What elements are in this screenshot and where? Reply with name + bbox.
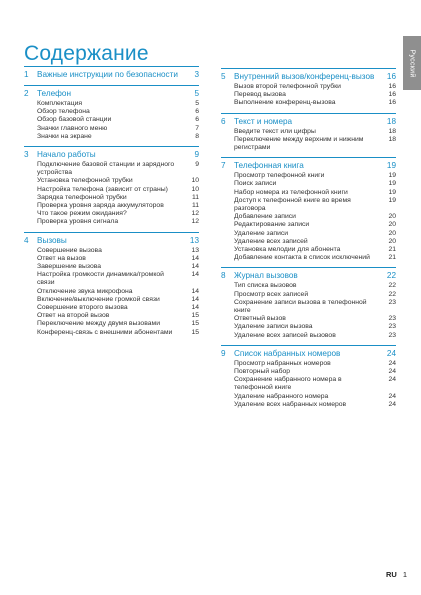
toc-section-title: Журнал вызовов	[234, 271, 298, 281]
toc-section	[24, 85, 199, 141]
toc-entry-page: 23	[388, 323, 396, 331]
toc-section-number: 1	[24, 70, 29, 79]
toc-entry-title: Введите текст или цифры	[234, 127, 316, 135]
toc-entry-title: Ответный вызов	[234, 315, 286, 323]
toc-section	[24, 232, 199, 337]
toc-section-heading[interactable]	[221, 117, 396, 127]
toc-entry-title: Проверка уровня заряда аккумуляторов	[37, 202, 164, 210]
toc-section	[221, 113, 396, 153]
toc-entry[interactable]	[24, 247, 199, 255]
toc-section-heading[interactable]	[24, 236, 199, 246]
toc-section-title: Внутренний вызов/конференц-вызов	[234, 72, 375, 81]
toc-entry-page: 20	[388, 213, 396, 221]
toc-entry-page: 14	[191, 271, 199, 279]
toc-section-page: 24	[386, 348, 396, 358]
toc-section-title: Текст и номера	[234, 116, 293, 126]
footer-language-code: RU	[385, 570, 397, 579]
toc-entry-page: 24	[388, 368, 396, 376]
toc-entry-page: 19	[388, 188, 396, 196]
toc-entry-title: Удаление записи	[234, 229, 289, 237]
toc-entry-title: Что такое режим ожидания?	[37, 210, 127, 218]
toc-entry-page: 11	[191, 202, 199, 210]
toc-section-page: 16	[386, 72, 396, 81]
toc-section-heading[interactable]	[24, 70, 199, 80]
toc-entry-title: Установка мелодии для абонента	[234, 246, 341, 254]
toc-entry[interactable]	[221, 291, 396, 299]
toc-section-heading[interactable]	[221, 72, 396, 82]
toc-entry-page: 21	[388, 254, 396, 262]
toc-entry-page: 19	[388, 172, 396, 180]
toc-entry-title: Поиск записи	[234, 180, 277, 188]
toc-entry[interactable]	[221, 282, 396, 290]
toc-entry-page: 16	[388, 83, 396, 90]
toc-section-page: 19	[386, 161, 396, 171]
toc-entry-page: 14	[191, 295, 199, 303]
toc-entry-page: 18	[388, 135, 396, 143]
toc-entry[interactable]	[221, 360, 396, 368]
toc-entry-title: Удаление всех записей вызовов	[234, 331, 336, 339]
toc-entry[interactable]	[221, 315, 396, 323]
toc-entry[interactable]	[24, 116, 199, 124]
toc-entry-page: 24	[388, 359, 396, 367]
toc-section-title: Телефон	[37, 89, 71, 98]
toc-entry[interactable]	[221, 230, 396, 238]
toc-section-title: Вызовы	[37, 235, 67, 245]
toc-entry-page: 16	[388, 91, 396, 99]
toc-entry-title: Настройка телефона (зависит от страны)	[37, 185, 168, 193]
toc-entry-page: 14	[191, 263, 199, 271]
toc-entry-title: Просмотр телефонной книги	[234, 172, 325, 180]
toc-entry[interactable]	[24, 125, 199, 133]
toc-entry-page: 24	[388, 400, 396, 408]
toc-entry[interactable]	[24, 194, 199, 202]
toc-entry-page: 19	[388, 180, 396, 188]
toc-entry-page: 20	[388, 221, 396, 229]
toc-section-page: 5	[194, 89, 199, 98]
toc-entry-page: 19	[388, 196, 396, 204]
toc-entry-title: Значки на экране	[37, 132, 92, 140]
toc-entry-title: Включение/выключение громкой связи	[37, 295, 160, 303]
toc-entry[interactable]	[24, 255, 199, 263]
toc-entry-title: Выполнение конференц-вызова	[234, 99, 336, 107]
toc-section	[221, 267, 396, 339]
language-side-tab-label: Русский	[408, 48, 416, 78]
toc-entry-title: Совершение второго вызова	[37, 304, 128, 312]
toc-entry-page: 7	[195, 124, 199, 132]
toc-entry[interactable]	[221, 376, 396, 392]
toc-entry-title: Переключение между двумя вызовами	[37, 320, 160, 328]
toc-section	[221, 345, 396, 409]
toc-section-number: 3	[24, 150, 29, 160]
toc-section	[24, 146, 199, 227]
toc-section-title: Начало работы	[37, 150, 96, 160]
toc-entry-title: Обзор базовой станции	[37, 116, 112, 124]
toc-entry[interactable]	[24, 202, 199, 210]
toc-entry-title: Установка телефонной трубки	[37, 177, 133, 185]
toc-entry-page: 24	[388, 376, 396, 384]
toc-entry[interactable]	[24, 296, 199, 304]
toc-entry-title: Сохранение записи вызова в телефонной книге	[234, 298, 367, 315]
toc-entry[interactable]	[24, 271, 199, 287]
toc-section-page: 18	[386, 116, 396, 126]
toc-section	[24, 66, 199, 80]
toc-entry-page: 14	[191, 254, 199, 262]
toc-entry[interactable]	[24, 312, 199, 320]
toc-entry-page: 14	[191, 287, 199, 295]
toc-entry[interactable]	[24, 161, 199, 177]
toc-section-heading[interactable]	[24, 89, 199, 99]
toc-section-heading[interactable]	[221, 349, 396, 359]
toc-entry[interactable]	[221, 213, 396, 221]
toc-entry[interactable]	[221, 136, 396, 152]
toc-entry-page: 14	[191, 304, 199, 312]
toc-entry-title: Удаление всех набранных номеров	[234, 400, 347, 408]
toc-entry-page: 9	[195, 161, 199, 169]
toc-entry-title: Конференц-связь с внешними абонентами	[37, 328, 173, 336]
toc-entry-title: Комплектация	[37, 100, 83, 107]
toc-entry[interactable]	[221, 180, 396, 188]
toc-entry[interactable]	[221, 393, 396, 401]
toc-entry[interactable]	[221, 332, 396, 340]
toc-entry-title: Настройка громкости динамика/громкой связи	[37, 271, 164, 287]
page-title: Содержание	[24, 42, 149, 66]
toc-section-heading[interactable]	[24, 150, 199, 160]
toc-entry[interactable]	[221, 83, 396, 91]
toc-entry-page: 22	[388, 290, 396, 298]
toc-entry-page: 11	[191, 193, 199, 201]
footer-page-number: 1	[402, 570, 407, 579]
toc-entry-title: Повторный набор	[234, 368, 291, 376]
toc-entry-page: 20	[388, 237, 396, 245]
toc-entry-title: Совершение вызова	[37, 246, 102, 254]
toc-entry[interactable]	[24, 177, 199, 185]
toc-entry[interactable]	[24, 210, 199, 218]
toc-section-number: 6	[221, 116, 226, 126]
toc-section-page: 13	[189, 235, 199, 245]
toc-entry-title: Завершение вызова	[37, 263, 102, 271]
toc-entry-page: 15	[191, 312, 199, 320]
toc-section-title: Важные инструкции по безопасности	[37, 70, 178, 79]
toc-section-page: 22	[386, 271, 396, 281]
toc-entry[interactable]	[221, 128, 396, 136]
toc-entry[interactable]	[221, 254, 396, 262]
toc-section-number: 7	[221, 161, 226, 171]
toc-entry-title: Отключение звука микрофона	[37, 287, 133, 295]
toc-entry-title: Вызов второй телефонной трубки	[234, 83, 341, 90]
toc-entry-title: Просмотр набранных номеров	[234, 359, 331, 367]
toc-entry-page: 6	[195, 116, 199, 124]
toc-entry-page: 24	[388, 392, 396, 400]
toc-entry-title: Перевод вызова	[234, 91, 286, 99]
page-footer	[386, 570, 407, 579]
toc-section-number: 9	[221, 348, 226, 358]
toc-entry[interactable]	[24, 133, 199, 141]
toc-section-number: 8	[221, 271, 226, 281]
toc-entry-title: Доступ к телефонной книге во время разговора	[234, 196, 351, 213]
toc-entry-title: Переключение между верхним и нижним регистрами	[234, 135, 364, 152]
toc-entry[interactable]	[221, 91, 396, 99]
toc-entry-title: Удаление всех записей	[234, 237, 308, 245]
toc-entry-page: 12	[191, 218, 199, 226]
toc-entry-title: Проверка уровня сигнала	[37, 218, 119, 226]
toc-section	[221, 157, 396, 262]
toc-entry-page: 22	[388, 282, 396, 290]
language-side-tab	[403, 36, 421, 90]
toc-entry-page: 21	[388, 246, 396, 254]
toc-entry-page: 23	[388, 298, 396, 306]
toc-section-title: Список набранных номеров	[234, 348, 341, 358]
toc-entry-title: Обзор телефона	[37, 108, 90, 116]
toc-entry-title: Зарядка телефонной трубки	[37, 193, 127, 201]
toc-section-title: Телефонная книга	[234, 161, 304, 171]
toc-section-heading[interactable]	[221, 271, 396, 281]
toc-entry-page: 23	[388, 315, 396, 323]
toc-entry-title: Подключение базовой станции и зарядного устройства	[37, 161, 175, 177]
toc-entry[interactable]	[221, 238, 396, 246]
toc-entry-page: 16	[388, 99, 396, 107]
toc-entry-page: 18	[388, 127, 396, 135]
toc-entry-title: Ответ на вызов	[37, 254, 86, 262]
toc-entry-title: Удаление набранного номера	[234, 392, 329, 400]
toc-right-column	[221, 68, 396, 414]
toc-entry-title: Тип списка вызовов	[234, 282, 297, 290]
toc-entry-title: Удаление записи вызова	[234, 323, 313, 331]
toc-entry[interactable]	[221, 221, 396, 229]
toc-entry-page: 20	[388, 229, 396, 237]
toc-entry-title: Добавление записи	[234, 213, 296, 221]
toc-entry[interactable]	[221, 323, 396, 331]
toc-entry-page: 10	[191, 177, 199, 185]
toc-entry-page: 10	[191, 185, 199, 193]
toc-entry-page: 23	[388, 331, 396, 339]
toc-section-page: 3	[194, 70, 199, 79]
toc-section-heading[interactable]	[221, 161, 396, 171]
toc-entry-title: Редактирование записи	[234, 221, 310, 229]
toc-entry-page: 13	[191, 246, 199, 254]
toc-entry[interactable]	[221, 299, 396, 315]
toc-entry-page: 8	[195, 132, 199, 140]
toc-entry-title: Набор номера из телефонной книги	[234, 188, 348, 196]
toc-entry[interactable]	[221, 189, 396, 197]
toc-left-column	[24, 66, 199, 342]
toc-entry-page: 5	[195, 100, 199, 107]
toc-entry[interactable]	[24, 320, 199, 328]
toc-entry-title: Значки главного меню	[37, 124, 108, 132]
toc-entry-title: Добавление контакта в список исключений	[234, 254, 370, 262]
toc-entry-title: Сохранение набранного номера в телефонной книге	[234, 376, 342, 392]
toc-section-number: 4	[24, 235, 29, 245]
toc-entry[interactable]	[24, 186, 199, 194]
toc-section-page: 9	[194, 150, 199, 160]
toc-entry-page: 15	[191, 320, 199, 328]
toc-entry[interactable]	[221, 99, 396, 107]
toc-entry[interactable]	[221, 172, 396, 180]
toc-entry-title: Просмотр всех записей	[234, 290, 309, 298]
toc-entry-page: 6	[195, 108, 199, 116]
toc-section-number: 2	[24, 89, 29, 98]
toc-entry[interactable]	[24, 100, 199, 108]
toc-entry[interactable]	[24, 329, 199, 337]
toc-entry-page: 15	[191, 328, 199, 336]
toc-entry[interactable]	[24, 218, 199, 226]
toc-entry-page: 12	[191, 210, 199, 218]
toc-section-number: 5	[221, 72, 226, 81]
toc-section	[221, 68, 396, 108]
toc-entry[interactable]	[24, 288, 199, 296]
toc-entry-title: Ответ на второй вызов	[37, 312, 110, 320]
toc-entry[interactable]	[221, 197, 396, 213]
toc-entry[interactable]	[221, 401, 396, 409]
